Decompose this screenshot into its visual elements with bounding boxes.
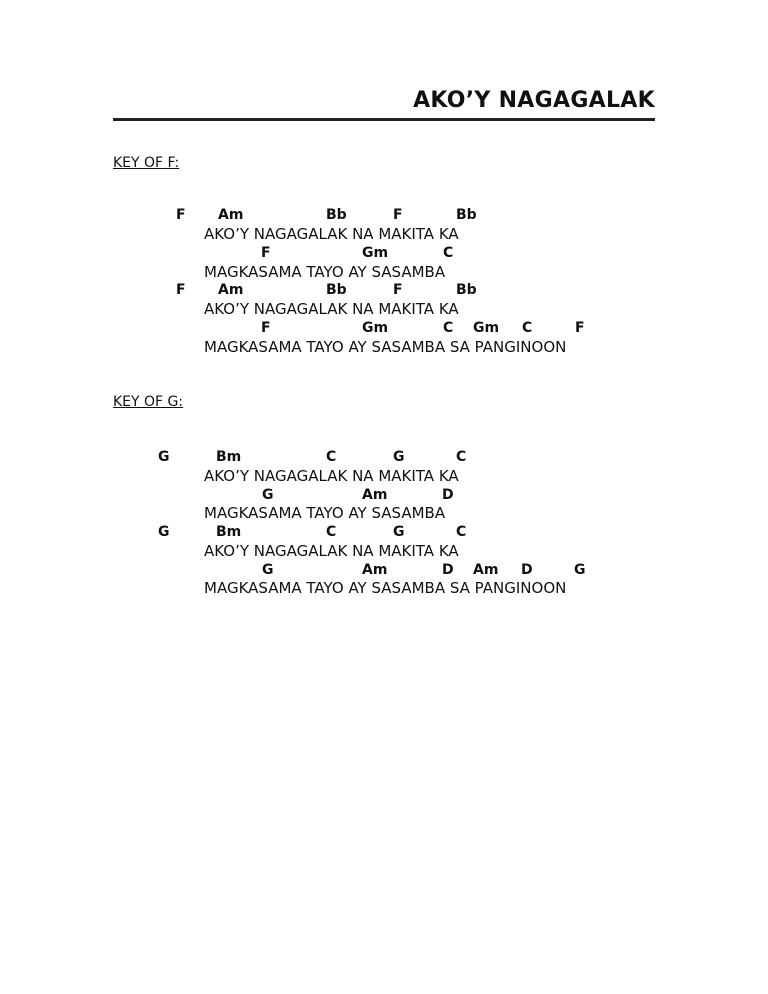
chord: Am	[362, 562, 388, 578]
lyric-line: MAGKASAMA TAYO AY SASAMBA SA PANGINOON	[204, 579, 567, 597]
chord: F	[393, 282, 403, 298]
chord: G	[393, 449, 405, 465]
chord: F	[261, 320, 271, 336]
chord: D	[442, 562, 454, 578]
chord: Bb	[326, 207, 347, 223]
chord: Bb	[456, 282, 477, 298]
chord: C	[326, 524, 337, 540]
chord: Am	[218, 207, 244, 223]
chord: C	[522, 320, 533, 336]
key-label-f: KEY OF F:	[113, 155, 180, 171]
chord: F	[176, 282, 186, 298]
chord: G	[158, 449, 170, 465]
chord: Am	[362, 487, 388, 503]
chord: Gm	[362, 245, 389, 261]
chord: Am	[473, 562, 499, 578]
title-divider	[113, 118, 655, 121]
chord: C	[456, 449, 467, 465]
chord: Bb	[456, 207, 477, 223]
chord: Bm	[216, 449, 242, 465]
key-label-g: KEY OF G:	[113, 394, 184, 410]
chord: F	[393, 207, 403, 223]
chord: C	[443, 245, 454, 261]
chord: Bb	[326, 282, 347, 298]
chord: G	[574, 562, 586, 578]
chord: Gm	[473, 320, 500, 336]
lyric-line: MAGKASAMA TAYO AY SASAMBA	[204, 263, 446, 281]
chord: C	[456, 524, 467, 540]
chord: G	[262, 562, 274, 578]
chord: C	[443, 320, 454, 336]
chord: D	[521, 562, 533, 578]
chord: D	[442, 487, 454, 503]
chord: Bm	[216, 524, 242, 540]
lyric-line: AKO’Y NAGAGALAK NA MAKITA KA	[204, 300, 459, 318]
chord: C	[326, 449, 337, 465]
lyric-line: AKO’Y NAGAGALAK NA MAKITA KA	[204, 225, 459, 243]
chord: Am	[218, 282, 244, 298]
chord: G	[393, 524, 405, 540]
chord: Gm	[362, 320, 389, 336]
lyric-line: MAGKASAMA TAYO AY SASAMBA	[204, 504, 446, 522]
chord: F	[176, 207, 186, 223]
chord: G	[262, 487, 274, 503]
song-title: AKO’Y NAGAGALAK	[413, 88, 655, 113]
chord: F	[575, 320, 585, 336]
chord: F	[261, 245, 271, 261]
chord: G	[158, 524, 170, 540]
lyric-line: AKO’Y NAGAGALAK NA MAKITA KA	[204, 467, 459, 485]
lyric-line: MAGKASAMA TAYO AY SASAMBA SA PANGINOON	[204, 338, 567, 356]
lyric-line: AKO’Y NAGAGALAK NA MAKITA KA	[204, 542, 459, 560]
